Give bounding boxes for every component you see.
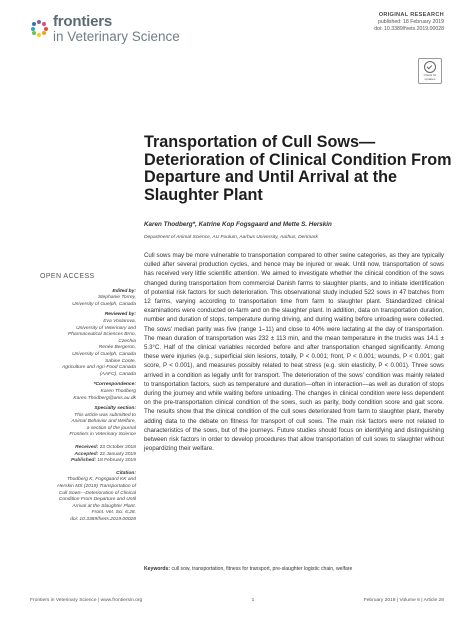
article-sidebar <box>40 274 136 528</box>
specialty-text: This article was submitted to Animal Behavior and Welfare, a section of the journal Frontiers in Veterinary Science <box>69 412 136 438</box>
keywords-line <box>144 566 444 572</box>
published-label: Published: <box>71 458 97 464</box>
logo-dot <box>37 20 41 24</box>
keywords-label: Keywords: <box>144 566 171 572</box>
article-type: ORIGINAL RESEARCH <box>378 12 444 18</box>
logo-dot <box>44 27 48 31</box>
article-title: Transportation of Cull Sows—Deterioration of Clinical Condition From Departure and Until Arrival at the Slaughter Plant <box>144 133 452 204</box>
article-authors: Karen Thodberg*, Katrine Kop Fogsgaard and Mette S. Herskin <box>144 221 332 228</box>
open-access-label: OPEN ACCESS <box>40 273 95 280</box>
accepted-label: Accepted: <box>74 451 99 457</box>
reviewed-by-heading: Reviewed by: <box>104 312 136 318</box>
check-for-updates-button[interactable] <box>418 58 442 84</box>
article-abstract: Cull sows may be more vulnerable to transportation compared to other swine categories, as they are typically culled after several production cycles, and hence may be injured or weak. Until now, transportation of sows has received very little scientific attention. We aimed to investigate whether the clinical condition of the sows changed during transportation from commercial Danish farms to slaughter plants, and to initiate identification of potential risk factors for such deterioration. This observational study included 522 sows in 47 batches from 12 farms, varying according to transportation time from farm to slaughter plant. Standardized clinical examinations were conducted on-farm and on the slaughter plant. In addition, data on transportation duration, number and duration of stops, temperature during driving, and during waiting before unloading were collected. The sows' median parity was five (range 1–11) and close to 40% were lactating at the day of transportation. The mean duration of transportation was 232 ± 113 min, and the mean temperature in the trucks was 14.1 ± 5.3°C. Half of the clinical variables recorded before and after transportation changed significantly. Among these were injuries (e.g., superficial skin lesions, totally, P < 0.001; front, P < 0.001; wounds, P < 0.001; gait score, P < 0.001), and measures possibly related to heat stress (e.g. skin elasticity, P < 0.001). Three sows arrived in a condition as legally unfit for transport. The deterioration of the sows' condition was mainly related to transportation factors, such as temperature and duration—often in interaction—as well as duration of stops during the journey and while waiting before unloading. The changes in clinical condition were less dependent on the pre-transportation clinical condition of the sows, such as parity, body condition score and gait score. The results show that the clinical condition of the cull sows deteriorated from farm to slaughter plant, thereby adding data to the debate on fitness for transport of cull sows. The main risk factors were not related to characteristics of the sows, but of the journeys. Future studies should focus on identifying and distinguishing between risk factors in order to develop procedures that allow transportation of cull sows to slaughter without jeopardizing their welfare. <box>144 252 444 453</box>
logo-dot <box>31 27 35 31</box>
frontiers-logo-icon <box>30 20 48 38</box>
article-affiliation: Department of Animal Science, AU Foulum, Aarhus University, Aarhus, Denmark <box>144 235 318 240</box>
edited-by-heading: Edited by: <box>112 288 136 294</box>
logo-dot <box>32 31 36 35</box>
logo-dot <box>42 22 46 26</box>
logo-dot <box>37 33 41 37</box>
logo-dot <box>42 31 46 35</box>
footer-issue: February 2019 | Volume 6 | Article 28 <box>363 598 444 603</box>
keywords-text: cull sow, transportation, fitness for transport, pre-slaughter logistic chain, welfare <box>171 566 353 572</box>
published-line <box>40 458 136 465</box>
footer-journal[interactable]: Frontiers in Veterinary Science | www.frontiersin.org <box>30 598 143 603</box>
article-meta <box>374 12 444 33</box>
received-label: Received: <box>75 445 99 451</box>
page-footer <box>30 598 444 603</box>
journal-logo[interactable] <box>30 14 180 44</box>
check-for-updates-label: Check for updates <box>423 73 437 81</box>
article-doi[interactable]: doi: 10.3389/fvets.2019.00028 <box>374 26 444 32</box>
correspondence-text[interactable]: Karen Thodberg Karen.Thodberg@anis.au.dk <box>73 388 136 401</box>
logo-brand-text: frontiers <box>53 13 113 30</box>
correspondence-heading: *Correspondence: <box>93 382 136 388</box>
citation-heading: Citation: <box>116 470 136 476</box>
footer-page-number: 1 <box>251 598 255 603</box>
published-date: published: 18 February 2019 <box>377 19 444 25</box>
citation-text: Thodberg K, Fogsgaard KK and Herskin MS (2019) Transportation of Cull Sows—Deterioration of Clinical Condition From Departure and Until Arrival at the Slaughter Plant. Front. Vet. Sci. 6:28. doi: 10.3389/fvets.2019.00028 <box>57 477 136 522</box>
accepted-date: 22 January 2019 <box>99 451 136 457</box>
published-sidebar-date: 18 February 2019 <box>97 458 136 464</box>
specialty-heading: Specialty section: <box>94 406 136 412</box>
checkmark-icon <box>424 61 436 73</box>
received-date: 23 October 2018 <box>99 445 136 451</box>
edited-by-text: Stephanie Torrey, University of Guelph, Canada <box>72 295 136 307</box>
reviewed-by-text: Eva Voslarova, University of Veterinary and Pharmaceutical Sciences Brno, Czechia Renée Bergeron, University of Guelph, Canada Sabine Conte, Agriculture and Agri-Food Canada (AAFC), Canada <box>61 318 136 377</box>
logo-dot <box>32 22 36 26</box>
received-line <box>40 445 136 452</box>
logo-journal-text: in Veterinary Science <box>53 29 180 44</box>
